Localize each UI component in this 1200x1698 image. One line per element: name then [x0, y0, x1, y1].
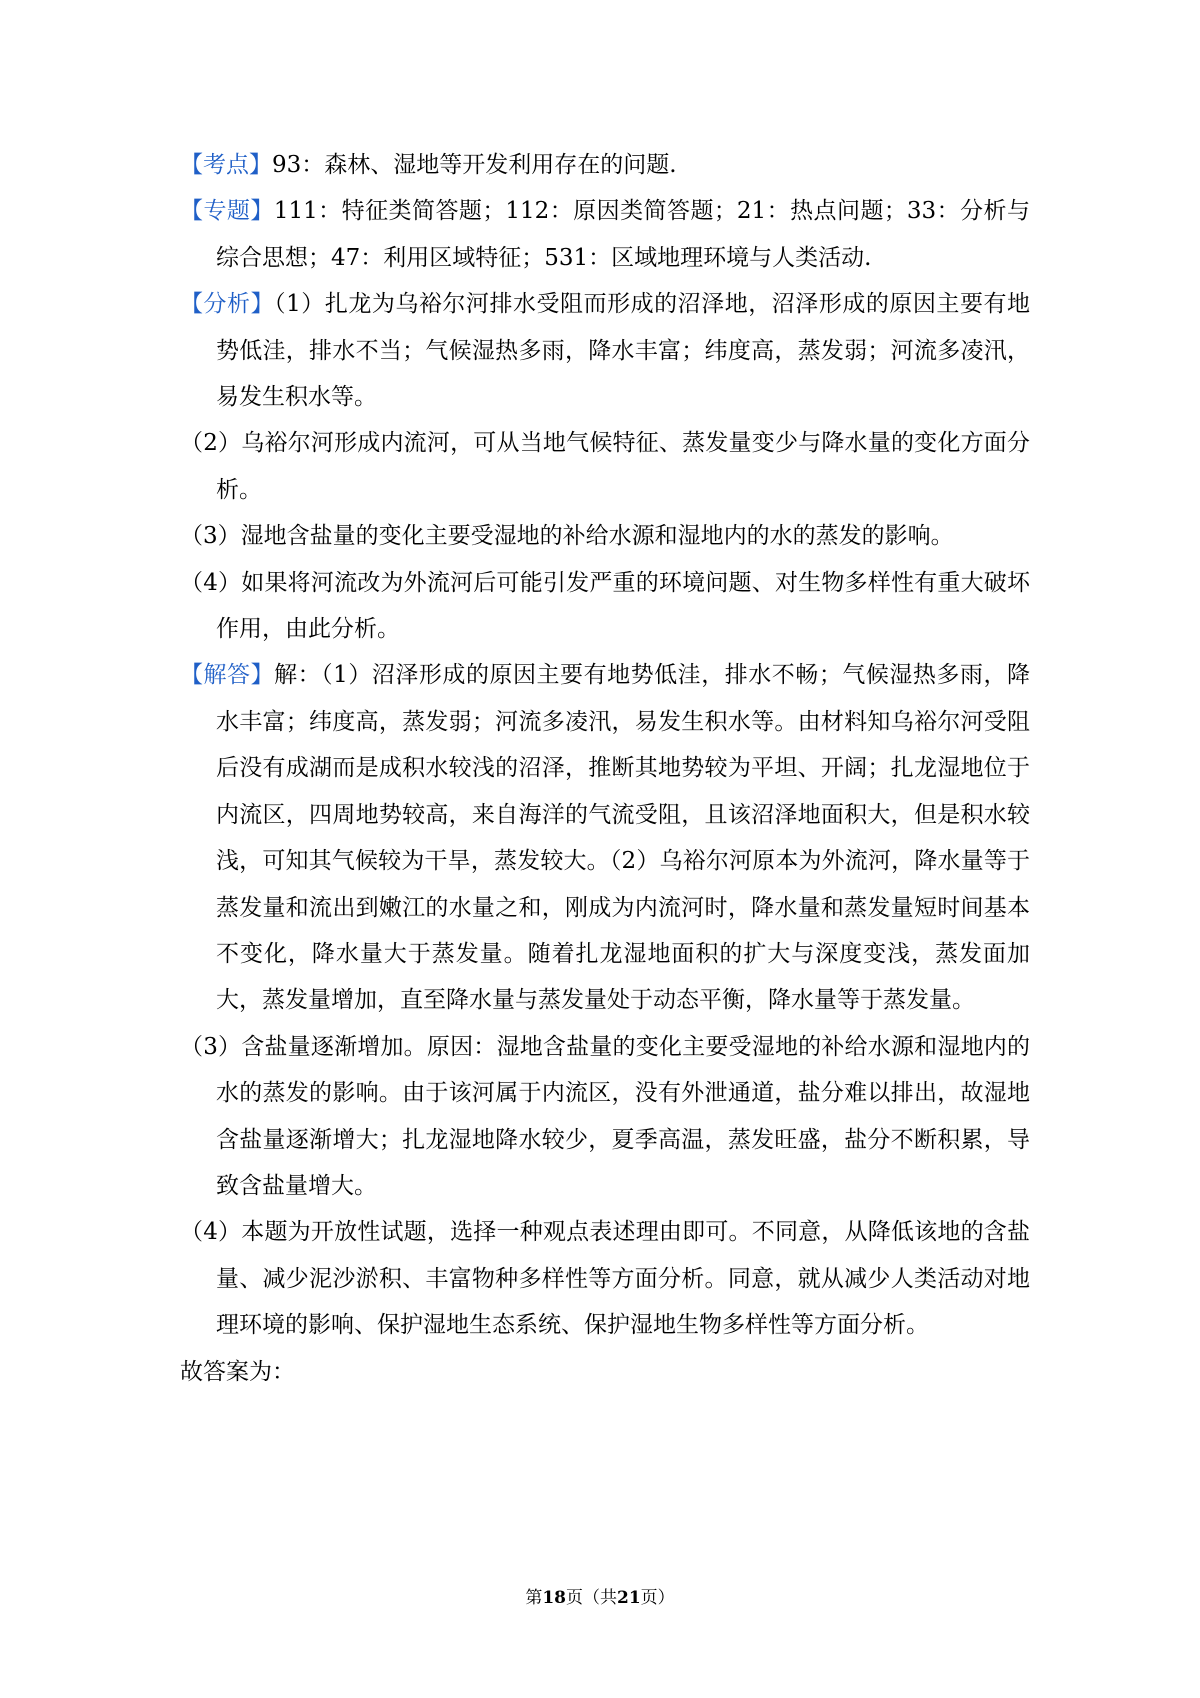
fenxi-point-4: （4）如果将河流改为外流河后可能引发严重的环境问题、对生物多样性有重大破坏作用，由此分析。 [180, 569, 1030, 643]
zhuanti-text: 111：特征类简答题；112：原因类简答题；21：热点问题；33：分析与综合思想；47：利用区域特征；531：区域地理环境与人类活动. [216, 198, 1030, 271]
zhuanti-tag: 【专题】 [180, 198, 274, 225]
kaodian-tag: 【考点】 [180, 152, 272, 178]
jieda-tag: 【解答】 [180, 662, 275, 689]
jieda-paragraph [180, 652, 1030, 1023]
conclusion-line: 故答案为： [180, 1358, 295, 1385]
jieda-point-3: （3）含盐量逐渐增加。原因：湿地含盐量的变化主要受湿地的补给水源和湿地内的水的蒸发的影响。由于该河属于内流区，没有外泄通道，盐分难以排出，故湿地含盐量逐渐增大；扎龙湿地降水较少，夏季高温，蒸发旺盛，盐分不断积累，导致含盐量增大。 [180, 1033, 1030, 1199]
fenxi-point-3: （3）湿地含盐量的变化主要受湿地的补给水源和湿地内的水的蒸发的影响。 [180, 523, 954, 550]
kaodian-paragraph [180, 142, 1030, 188]
footer-total-pages: 21 [617, 1588, 641, 1608]
footer-page-number: 18 [542, 1588, 566, 1608]
jieda-point-4: （4）本题为开放性试题，选择一种观点表述理由即可。不同意，从降低该地的含盐量、减少泥沙淤积、丰富物种多样性等方面分析。同意，就从减少人类活动对地理环境的影响、保护湿地生态系统、保护湿地生物多样性等方面分析。 [180, 1219, 1030, 1339]
document-body [180, 142, 1030, 1395]
footer-middle: 页（共 [566, 1588, 617, 1608]
fenxi-text: （1）扎龙为乌裕尔河排水受阻而形成的沼泽地，沼泽形成的原因主要有地势低洼，排水不当；气候湿热多雨，降水丰富；纬度高，蒸发弱；河流多凌汛，易发生积水等。 [216, 291, 1031, 411]
fenxi-point-2: （2）乌裕尔河形成内流河，可从当地气候特征、蒸发量变少与降水量的变化方面分析。 [180, 430, 1030, 503]
kaodian-text: 93：森林、湿地等开发利用存在的问题. [272, 152, 677, 178]
zhuanti-paragraph [180, 188, 1030, 281]
fenxi-paragraph [180, 281, 1030, 420]
jieda-text: 解：（1）沼泽形成的原因主要有地势低洼，排水不畅；气候湿热多雨，降水丰富；纬度高，蒸发弱；河流多凌汛，易发生积水等。由材料知乌裕尔河受阻后没有成湖而是成积水较浅的沼泽，推断其地势较为平坦、开阔；扎龙湿地位于内流区，四周地势较高，来自海洋的气流受阻，且该沼泽地面积大，但是积水较浅，可知其气候较为干旱，蒸发较大。（2）乌裕尔河原本为外流河，降水量等于蒸发量和流出到嫩江的水量之和，刚成为内流河时，降水量和蒸发量短时间基本不变化，降水量大于蒸发量。随着扎龙湿地面积的扩大与深度变浅，蒸发面加大，蒸发量增加，直至降水量与蒸发量处于动态平衡，降水量等于蒸发量。 [216, 662, 1031, 1014]
fenxi-tag: 【分析】 [180, 291, 275, 318]
footer-suffix: 页） [640, 1588, 675, 1608]
page-footer [0, 1586, 1200, 1610]
footer-prefix: 第 [525, 1588, 543, 1608]
